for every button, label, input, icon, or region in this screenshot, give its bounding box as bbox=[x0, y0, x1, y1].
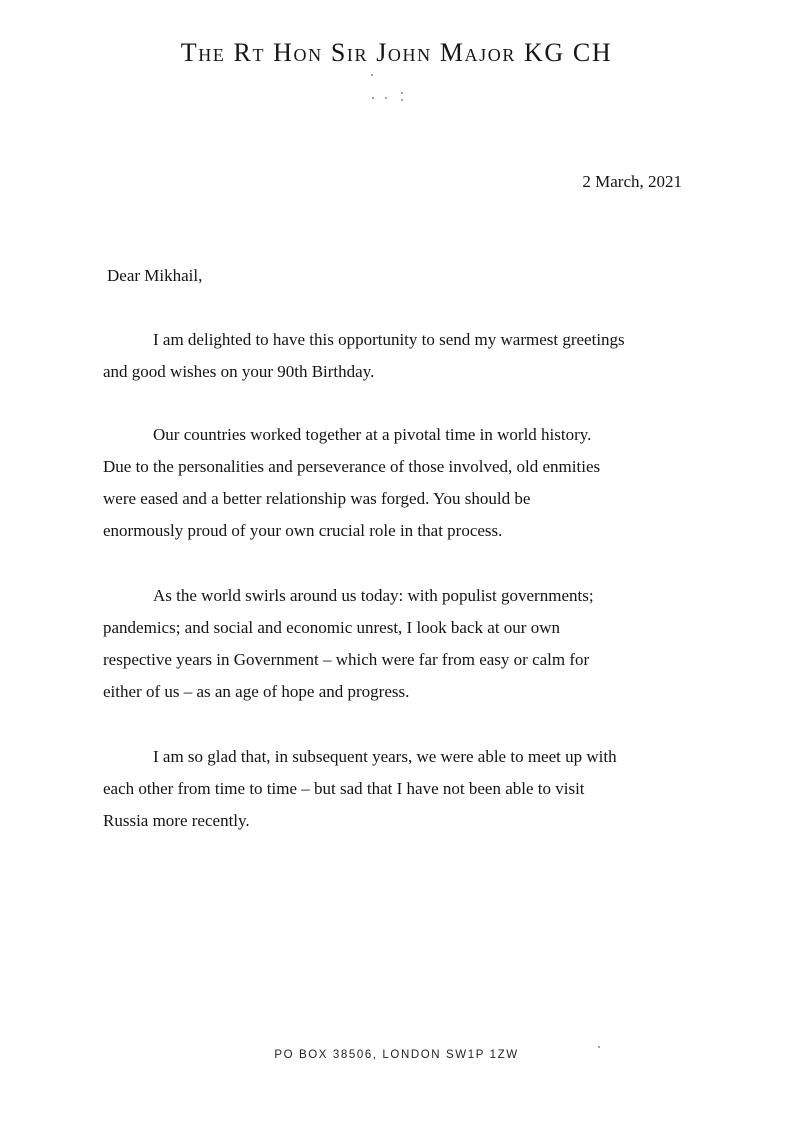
paragraph-line: each other from time to time – but sad that I have not been able to visit bbox=[103, 779, 585, 798]
scan-speck bbox=[372, 97, 374, 99]
paragraph-line: enormously proud of your own crucial role in that process. bbox=[103, 521, 503, 540]
scan-speck bbox=[401, 99, 403, 101]
scan-speck bbox=[401, 92, 403, 94]
letter-date: 2 March, 2021 bbox=[582, 172, 682, 191]
paragraph-line: I am delighted to have this opportunity to send my warmest greetings bbox=[153, 330, 625, 349]
paragraph-line: I am so glad that, in subsequent years, we were able to meet up with bbox=[153, 747, 617, 766]
paragraph-4 bbox=[103, 741, 693, 837]
paragraph-3 bbox=[103, 580, 693, 708]
scan-speck bbox=[598, 1046, 600, 1048]
salutation: Dear Mikhail, bbox=[107, 266, 203, 285]
paragraph-line: either of us – as an age of hope and progress. bbox=[103, 682, 410, 701]
paragraph-line: and good wishes on your 90th Birthday. bbox=[103, 362, 375, 381]
letterhead: The Rt Hon Sir John Major KG CH bbox=[180, 38, 613, 67]
paragraph-line: As the world swirls around us today: with populist governments; bbox=[153, 586, 594, 605]
paragraph-line: Due to the personalities and perseverance of those involved, old enmities bbox=[103, 457, 601, 476]
scan-speck bbox=[385, 97, 387, 99]
scan-speck bbox=[371, 74, 373, 76]
paragraph-line: respective years in Government – which were far from easy or calm for bbox=[103, 650, 590, 669]
paragraph-line: were eased and a better relationship was forged. You should be bbox=[103, 489, 531, 508]
paragraph-2 bbox=[103, 419, 693, 547]
paragraph-1 bbox=[103, 324, 693, 388]
paragraph-line: Our countries worked together at a pivotal time in world history. bbox=[153, 425, 592, 444]
paragraph-line: Russia more recently. bbox=[103, 811, 250, 830]
paragraph-line: pandemics; and social and economic unrest, I look back at our own bbox=[103, 618, 560, 637]
footer-address: PO BOX 38506, LONDON SW1P 1ZW bbox=[274, 1049, 519, 1061]
